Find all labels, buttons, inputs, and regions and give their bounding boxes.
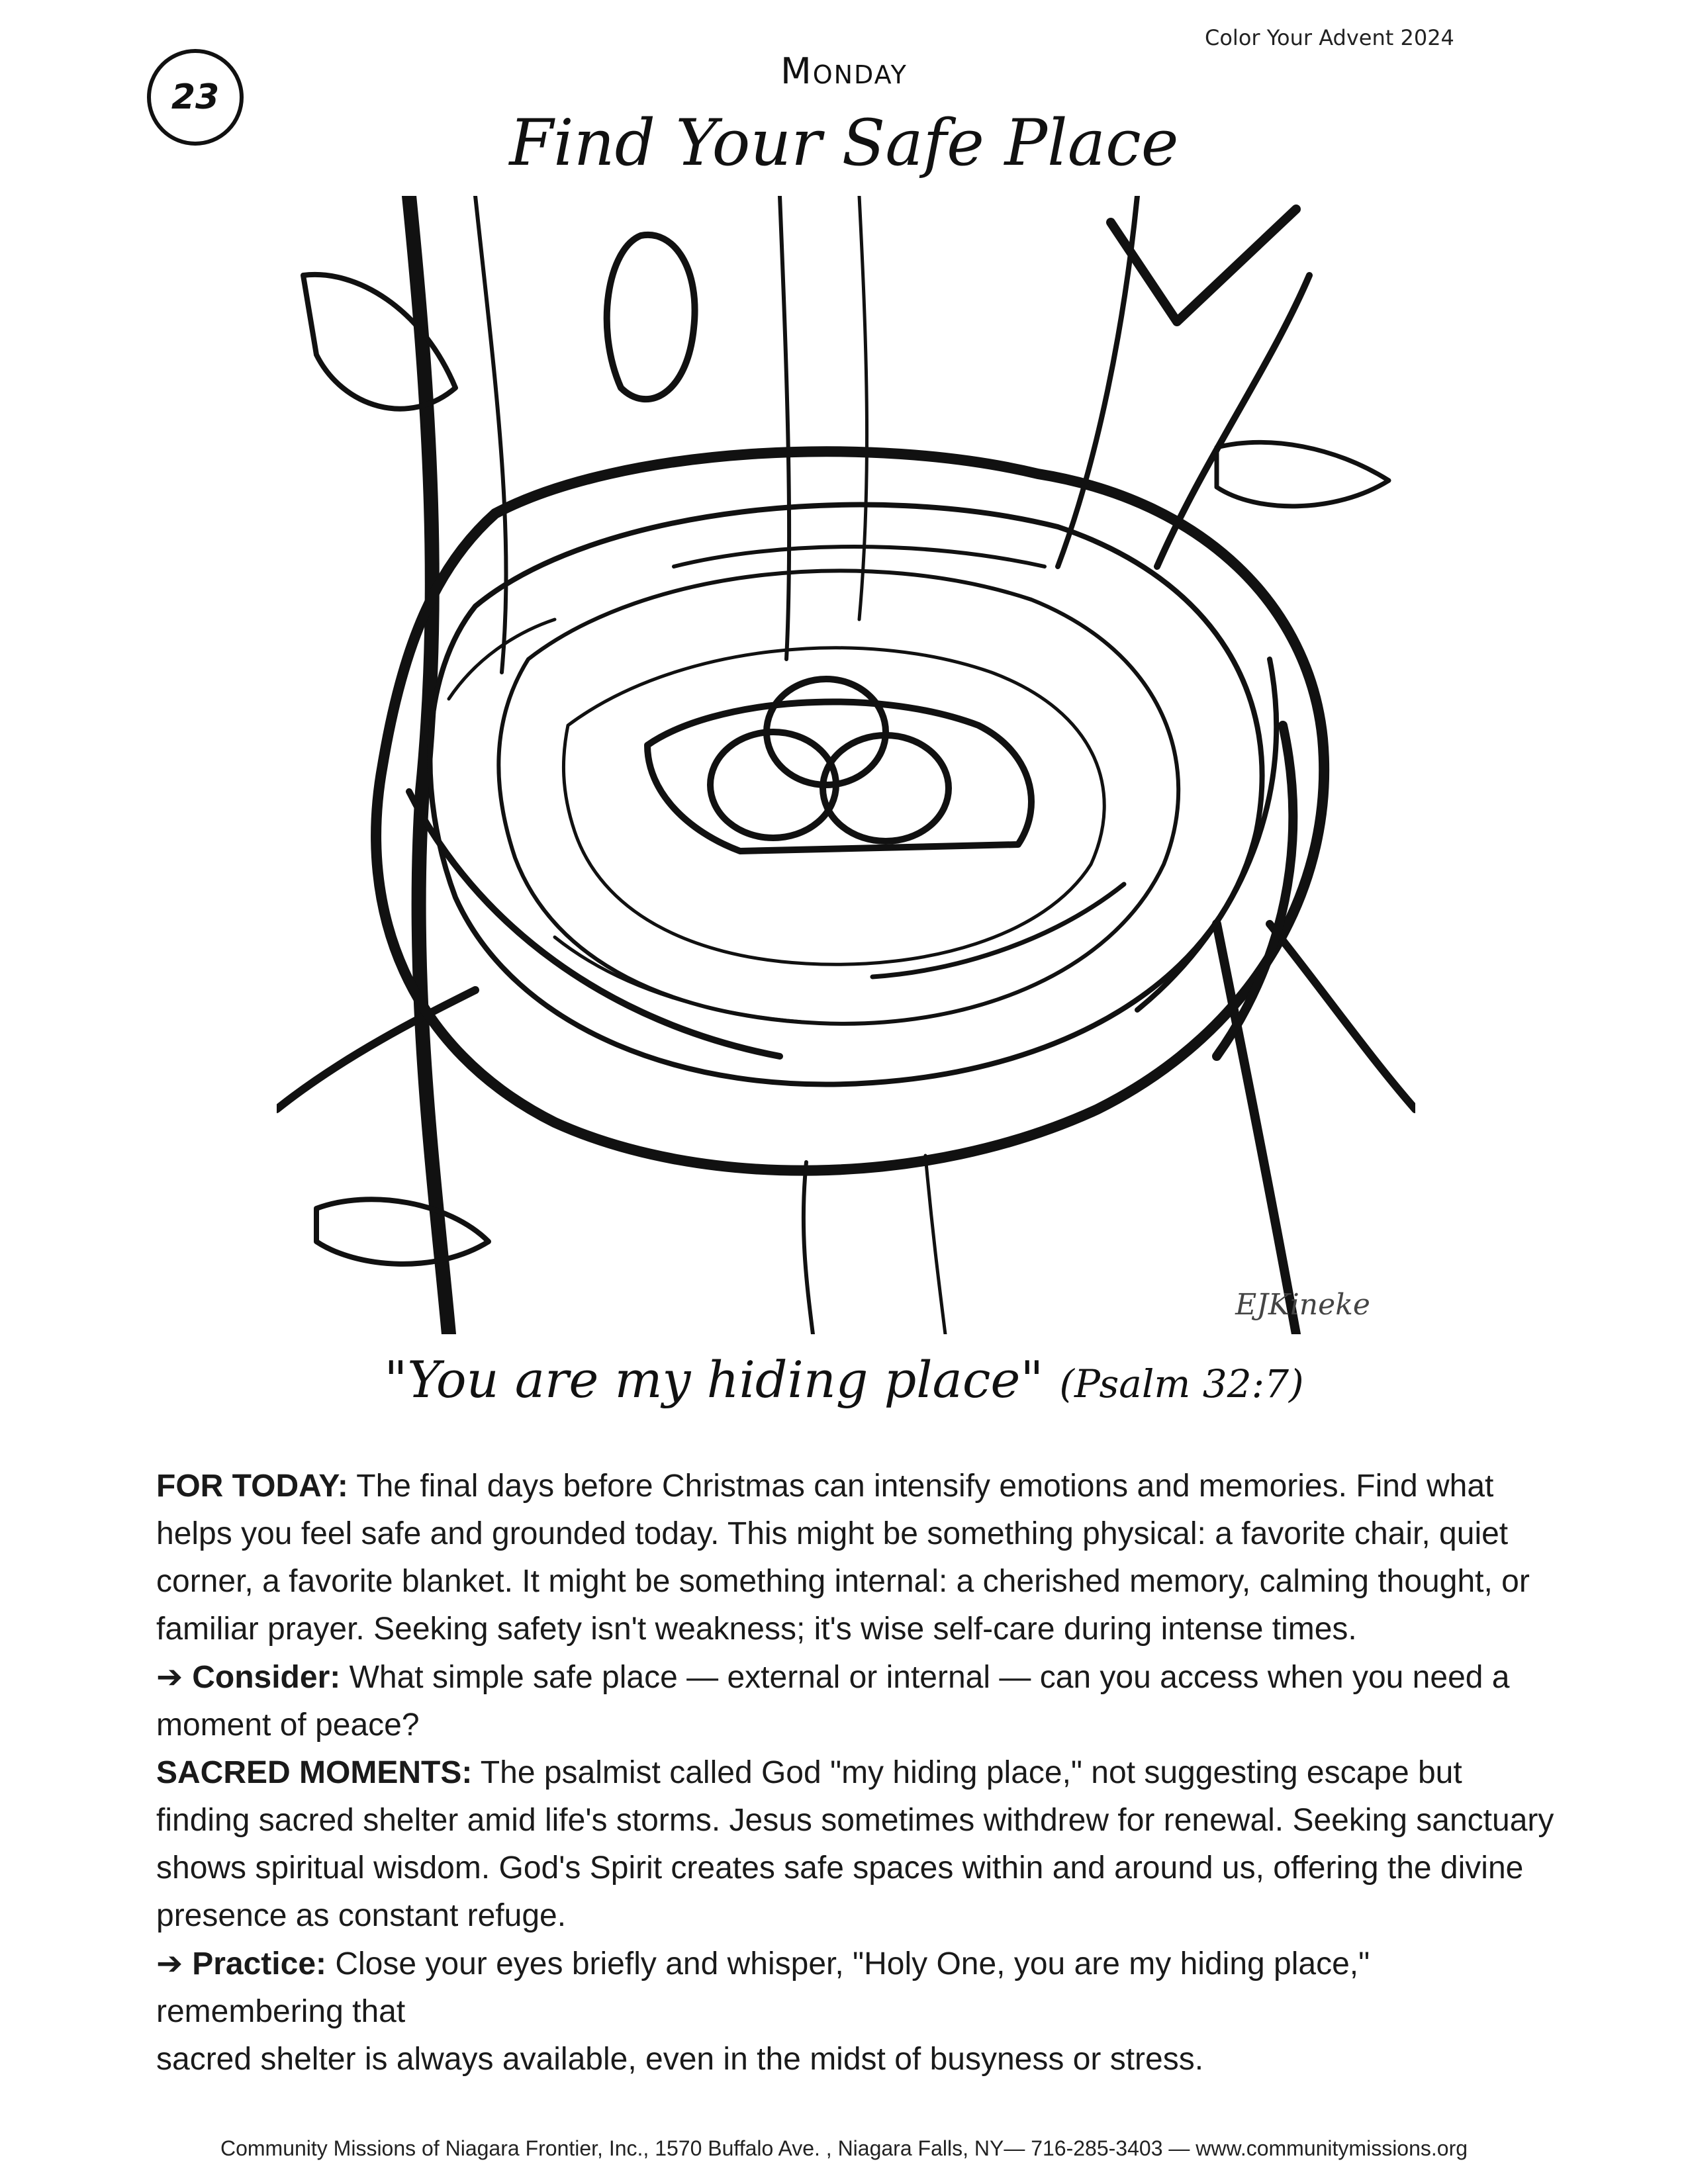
day-number: 23 xyxy=(171,77,220,117)
artist-signature: EJKineke xyxy=(1235,1288,1370,1322)
egg-right xyxy=(823,735,949,841)
verse-reference: (Psalm 32:7) xyxy=(1059,1361,1304,1406)
weekday-heading: Monday xyxy=(780,50,908,92)
trunk-lower-center xyxy=(804,1162,813,1334)
practice-paragraph xyxy=(156,1940,1560,2036)
for-today-text: The final days before Christmas can intensify emotions and memories. Find what helps you feel safe and grounded today. This might be something physical: a favorite chair, quiet corner, a favorite blanket. It might be something internal: a cherished memory, calming thought, or familiar prayer. Seeking safety isn't weakness; it's wise self-care during intense times. xyxy=(156,1469,1530,1647)
trunk-center-line-2 xyxy=(859,196,867,619)
leaf-right xyxy=(1217,442,1389,506)
nest-strand-f xyxy=(555,937,820,1023)
sacred-moments-label: SACRED MOMENTS: xyxy=(156,1755,473,1790)
practice-continuation: sacred shelter is always available, even in the midst of busyness or stress. xyxy=(156,2042,1204,2077)
trunk-lower-center-2 xyxy=(925,1156,945,1334)
sacred-moments-text: The psalmist called God "my hiding place," not suggesting escape but finding sacred shelter amid life's storms. Jesus sometimes withdrew for renewal. Seeking sanctuary shows spiritual wisdom. God's Spirit creates safe spaces within and around us, offering the divine presence as constant refuge. xyxy=(156,1755,1554,1933)
series-label: Color Your Advent 2024 xyxy=(1205,25,1454,50)
for-today-label: FOR TODAY: xyxy=(156,1469,348,1504)
branch-right-v xyxy=(1111,209,1296,322)
nest-ring-2 xyxy=(498,570,1178,1023)
footer-contact: Community Missions of Niagara Frontier, Inc., 1570 Buffalo Ave. , Niagara Falls, NY— 716-285-3403 — www.communitymissions.org xyxy=(220,2136,1468,2160)
consider-text: What simple safe place — external or internal — can you access when you need a moment of peace? xyxy=(156,1660,1510,1743)
verse-quote: "You are my hiding place" xyxy=(384,1350,1044,1409)
nest-illustration xyxy=(277,196,1415,1334)
bud-left xyxy=(607,235,695,399)
practice-label: Practice: xyxy=(192,1946,326,1981)
arrow-right-icon: ➔ xyxy=(156,1659,183,1696)
nest-strand-a xyxy=(409,792,780,1056)
trunk-center-line xyxy=(780,196,789,659)
consider-label: Consider: xyxy=(192,1660,341,1695)
practice-text-1: Close your eyes briefly and whisper, "Holy One, you are my hiding place," remembering that xyxy=(156,1946,1370,2029)
arrow-right-icon: ➔ xyxy=(156,1945,183,1982)
branch-lower-right xyxy=(1270,924,1415,1109)
for-today-paragraph xyxy=(156,1463,1560,1653)
page-title: Find Your Safe Place xyxy=(509,106,1179,180)
scripture-verse xyxy=(0,1350,1688,1409)
branch-lower-left xyxy=(277,990,475,1109)
consider-paragraph xyxy=(156,1653,1560,1749)
nest-strand-e xyxy=(872,884,1124,977)
nest-strand-c xyxy=(674,547,1045,567)
leaf-bottom-left xyxy=(316,1199,489,1264)
nest-outer xyxy=(376,451,1324,1170)
devotional-body xyxy=(156,1463,1560,2083)
sacred-moments-paragraph xyxy=(156,1749,1560,1940)
nest-ring-1 xyxy=(430,505,1262,1085)
nest-cup xyxy=(647,702,1031,851)
